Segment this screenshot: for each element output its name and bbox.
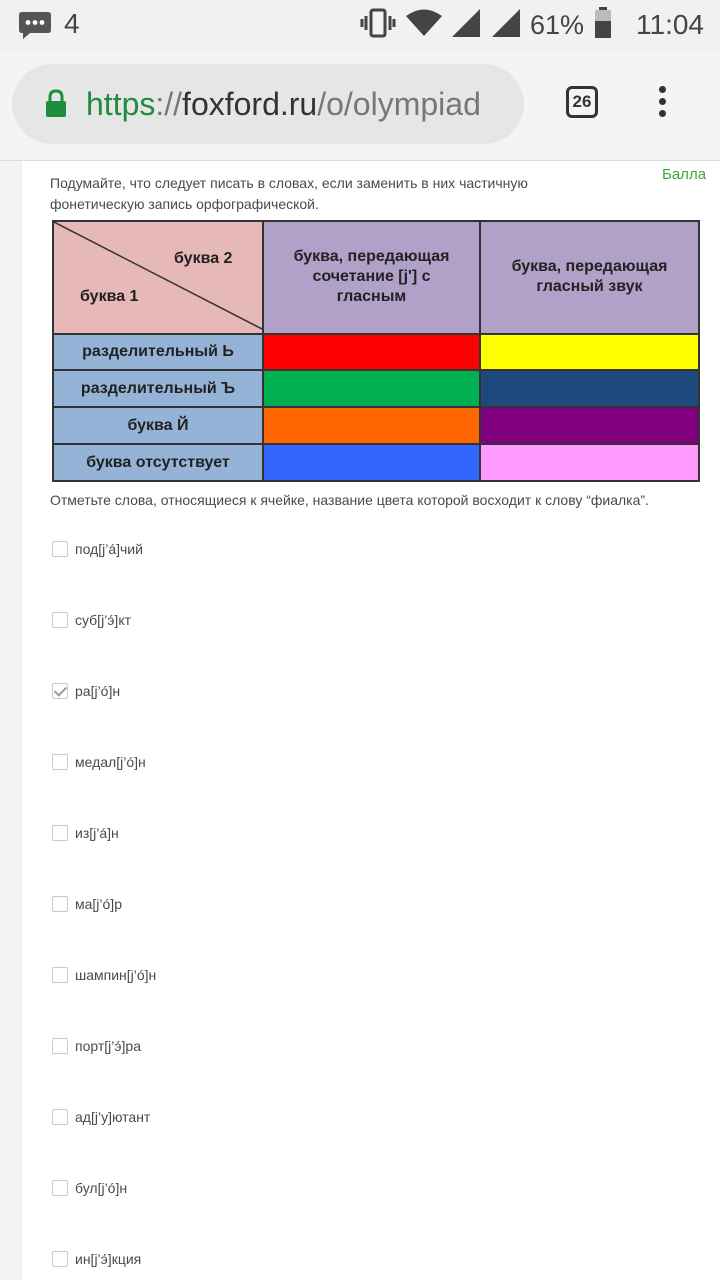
option-checkbox[interactable] bbox=[52, 541, 68, 557]
option-label: ма[j’ó]р bbox=[75, 896, 122, 912]
color-table bbox=[52, 220, 700, 482]
option-item[interactable] bbox=[52, 539, 143, 559]
color-cell bbox=[480, 334, 699, 371]
option-checkbox[interactable] bbox=[52, 967, 68, 983]
option-item[interactable] bbox=[52, 752, 146, 772]
option-checkbox[interactable] bbox=[52, 1109, 68, 1125]
corner-label-top: буква 2 bbox=[174, 250, 233, 267]
table-row-label: разделительный Ъ bbox=[53, 370, 263, 407]
option-label: из[j’á]н bbox=[75, 825, 119, 841]
option-item[interactable] bbox=[52, 1036, 141, 1056]
option-item[interactable] bbox=[52, 681, 120, 701]
option-item[interactable] bbox=[52, 823, 119, 843]
option-item[interactable] bbox=[52, 1249, 141, 1269]
more-menu-icon[interactable] bbox=[656, 86, 668, 126]
wifi-icon bbox=[406, 9, 442, 42]
option-checkbox[interactable] bbox=[52, 825, 68, 841]
table-row-label: разделительный Ь bbox=[53, 334, 263, 371]
color-cell bbox=[263, 407, 480, 444]
status-bar bbox=[0, 0, 720, 50]
table-column-header: буква, передающая гласный звук bbox=[480, 221, 699, 334]
option-checkbox[interactable] bbox=[52, 1180, 68, 1196]
option-checkbox[interactable] bbox=[52, 612, 68, 628]
color-cell bbox=[480, 444, 699, 481]
option-label: суб[j’э́]кт bbox=[75, 612, 132, 628]
option-label: порт[j’э́]ра bbox=[75, 1038, 141, 1054]
option-label: ад[j’у]ютант bbox=[75, 1109, 151, 1125]
color-cell bbox=[480, 407, 699, 444]
option-checkbox[interactable] bbox=[52, 683, 68, 699]
question-text: Отметьте слова, относящиеся к ячейке, название цвета которой восходит к слову “фиалка”. bbox=[50, 492, 649, 508]
browser-toolbar bbox=[0, 50, 720, 161]
option-checkbox[interactable] bbox=[52, 896, 68, 912]
battery-percent: 61% bbox=[529, 9, 584, 40]
color-cell bbox=[480, 370, 699, 407]
color-cell bbox=[263, 444, 480, 481]
option-label: бул[j’ó]н bbox=[75, 1180, 128, 1196]
option-checkbox[interactable] bbox=[52, 754, 68, 770]
battery-icon bbox=[594, 7, 612, 44]
intro-text: Подумайте, что следует писать в словах, если заменить в них частичную фонетическую запись орфографической. bbox=[50, 175, 528, 212]
url-text: https://foxford.ru/o/olympiad bbox=[86, 85, 481, 122]
table-corner-cell bbox=[53, 221, 263, 334]
lock-icon bbox=[44, 89, 68, 119]
option-checkbox[interactable] bbox=[52, 1251, 68, 1267]
tab-switcher-button[interactable]: 26 bbox=[566, 86, 598, 118]
vibrate-icon bbox=[360, 8, 396, 43]
option-label: медал[j’ó]н bbox=[75, 754, 146, 770]
address-bar[interactable] bbox=[12, 64, 524, 144]
clock: 11:04 bbox=[636, 9, 704, 40]
table-column-header: буква, передающая сочетание [j'] с гласным bbox=[263, 221, 480, 334]
chat-icon bbox=[18, 10, 52, 38]
color-cell bbox=[263, 370, 480, 407]
signal-icon bbox=[452, 9, 482, 42]
option-item[interactable] bbox=[52, 894, 122, 914]
table-row-label: буква отсутствует bbox=[53, 444, 263, 481]
corner-label-bottom: буква 1 bbox=[80, 288, 139, 305]
color-cell bbox=[263, 334, 480, 371]
option-item[interactable] bbox=[52, 610, 131, 630]
option-checkbox[interactable] bbox=[52, 1038, 68, 1054]
signal-icon bbox=[492, 9, 522, 42]
table-row-label: буква Й bbox=[53, 407, 263, 444]
notification-count: 4 bbox=[64, 8, 80, 39]
score-label: Балла bbox=[662, 166, 707, 183]
option-label: шампин[j’ó]н bbox=[75, 967, 157, 983]
option-item[interactable] bbox=[52, 1178, 127, 1198]
option-item[interactable] bbox=[52, 1107, 150, 1127]
option-label: под[j’á]чий bbox=[75, 541, 143, 557]
page bbox=[0, 161, 720, 1280]
option-item[interactable] bbox=[52, 965, 156, 985]
option-label: ра[j’ó]н bbox=[75, 683, 121, 699]
option-label: ин[j’э́]кция bbox=[75, 1251, 142, 1267]
